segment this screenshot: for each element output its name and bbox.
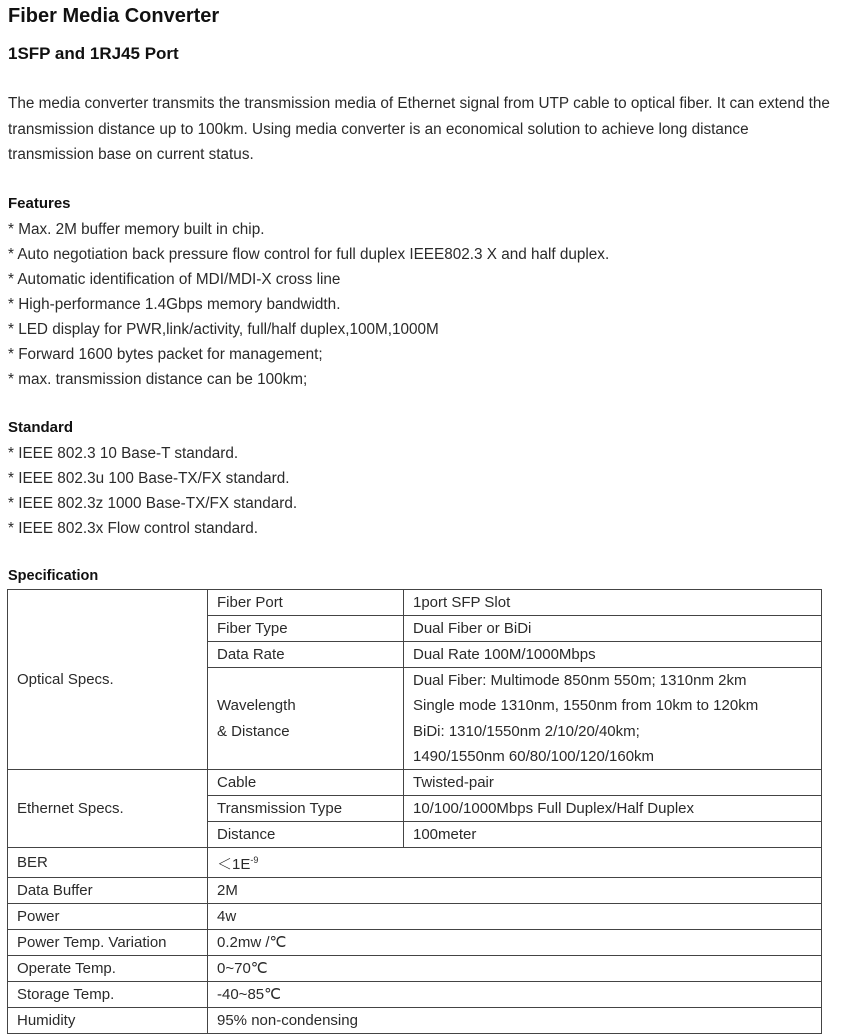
spec-label: Humidity [8, 1008, 208, 1034]
spec-value [208, 848, 822, 878]
ber-value: ＜1E [217, 856, 251, 874]
wavelength-value [404, 668, 822, 770]
standard-heading: Standard [8, 419, 74, 436]
spec-label: Data Buffer [8, 878, 208, 904]
spec-value: 0~70℃ [208, 956, 822, 982]
spec-value: Dual Rate 100M/1000Mbps [404, 642, 822, 668]
spec-value: 10/100/1000Mbps Full Duplex/Half Duplex [404, 796, 822, 822]
feature-item: * High-performance 1.4Gbps memory bandwidth. [8, 296, 341, 313]
spec-label: Distance [208, 822, 404, 848]
table-row [8, 590, 822, 616]
standard-item: * IEEE 802.3 10 Base-T standard. [8, 445, 239, 462]
spec-value: 1port SFP Slot [404, 590, 822, 616]
spec-label: Power Temp. Variation [8, 930, 208, 956]
spec-label: Transmission Type [208, 796, 404, 822]
feature-item: * Max. 2M buffer memory built in chip. [8, 221, 265, 238]
ber-exponent: -9 [250, 855, 259, 866]
spec-label-line: Wavelength [217, 697, 296, 715]
table-row [8, 956, 822, 982]
standard-item: * IEEE 802.3x Flow control standard. [8, 520, 258, 537]
spec-value: 95% non-condensing [208, 1008, 822, 1034]
spec-value: 4w [208, 904, 822, 930]
spec-label: Data Rate [208, 642, 404, 668]
standard-item: * IEEE 802.3z 1000 Base-TX/FX standard. [8, 495, 298, 512]
table-row [8, 904, 822, 930]
feature-item: * LED display for PWR,link/activity, full/half duplex,100M,1000M [8, 321, 439, 338]
page-subtitle: 1SFP and 1RJ45 Port [8, 44, 179, 63]
table-row [8, 982, 822, 1008]
spec-value-line: 1490/1550nm 60/80/100/120/160km [413, 747, 655, 765]
specification-table [7, 589, 822, 1034]
spec-value: 0.2mw /℃ [208, 930, 822, 956]
feature-item: * Auto negotiation back pressure flow control for full duplex IEEE802.3 X and half duplex. [8, 246, 610, 263]
standard-list [8, 441, 297, 541]
standard-item: * IEEE 802.3u 100 Base-TX/FX standard. [8, 470, 290, 487]
specification-heading: Specification [8, 568, 99, 584]
spec-value-line: Dual Fiber: Multimode 850nm 550m; 1310nm 2km [413, 672, 747, 689]
spec-label: Storage Temp. [8, 982, 208, 1008]
table-row [8, 770, 822, 796]
spec-value: Dual Fiber or BiDi [404, 616, 822, 642]
feature-item: * max. transmission distance can be 100km; [8, 371, 308, 388]
table-row [8, 878, 822, 904]
spec-value: Twisted-pair [404, 770, 822, 796]
intro-paragraph: The media converter transmits the transmission media of Ethernet signal from UTP cable to optical fiber. It can extend the transmission distance up to 100km. Using media converter is an economical solution to achieve long distance transmission base on current status. [8, 95, 830, 163]
spec-label: Fiber Type [208, 616, 404, 642]
spec-value-line: Single mode 1310nm, 1550nm from 10km to 120km [413, 697, 759, 715]
feature-item: * Forward 1600 bytes packet for management; [8, 346, 323, 363]
spec-label: Operate Temp. [8, 956, 208, 982]
optical-specs-group: Optical Specs. [8, 590, 208, 770]
features-heading: Features [8, 195, 71, 212]
wavelength-label [208, 668, 404, 770]
spec-value: 100meter [404, 822, 822, 848]
spec-label: Fiber Port [208, 590, 404, 616]
page-title: Fiber Media Converter [8, 5, 220, 27]
feature-item: * Automatic identification of MDI/MDI-X cross line [8, 271, 341, 288]
spec-value-line: BiDi: 1310/1550nm 2/10/20/40km; [413, 722, 640, 740]
spec-label: Cable [208, 770, 404, 796]
ethernet-specs-group: Ethernet Specs. [8, 770, 208, 848]
spec-value: -40~85℃ [208, 982, 822, 1008]
features-list [8, 217, 609, 392]
spec-label: BER [8, 848, 208, 878]
spec-value: 2M [208, 878, 822, 904]
spec-label-line: & Distance [217, 722, 290, 740]
table-row [8, 1008, 822, 1034]
table-row [8, 930, 822, 956]
table-row [8, 848, 822, 878]
spec-label: Power [8, 904, 208, 930]
